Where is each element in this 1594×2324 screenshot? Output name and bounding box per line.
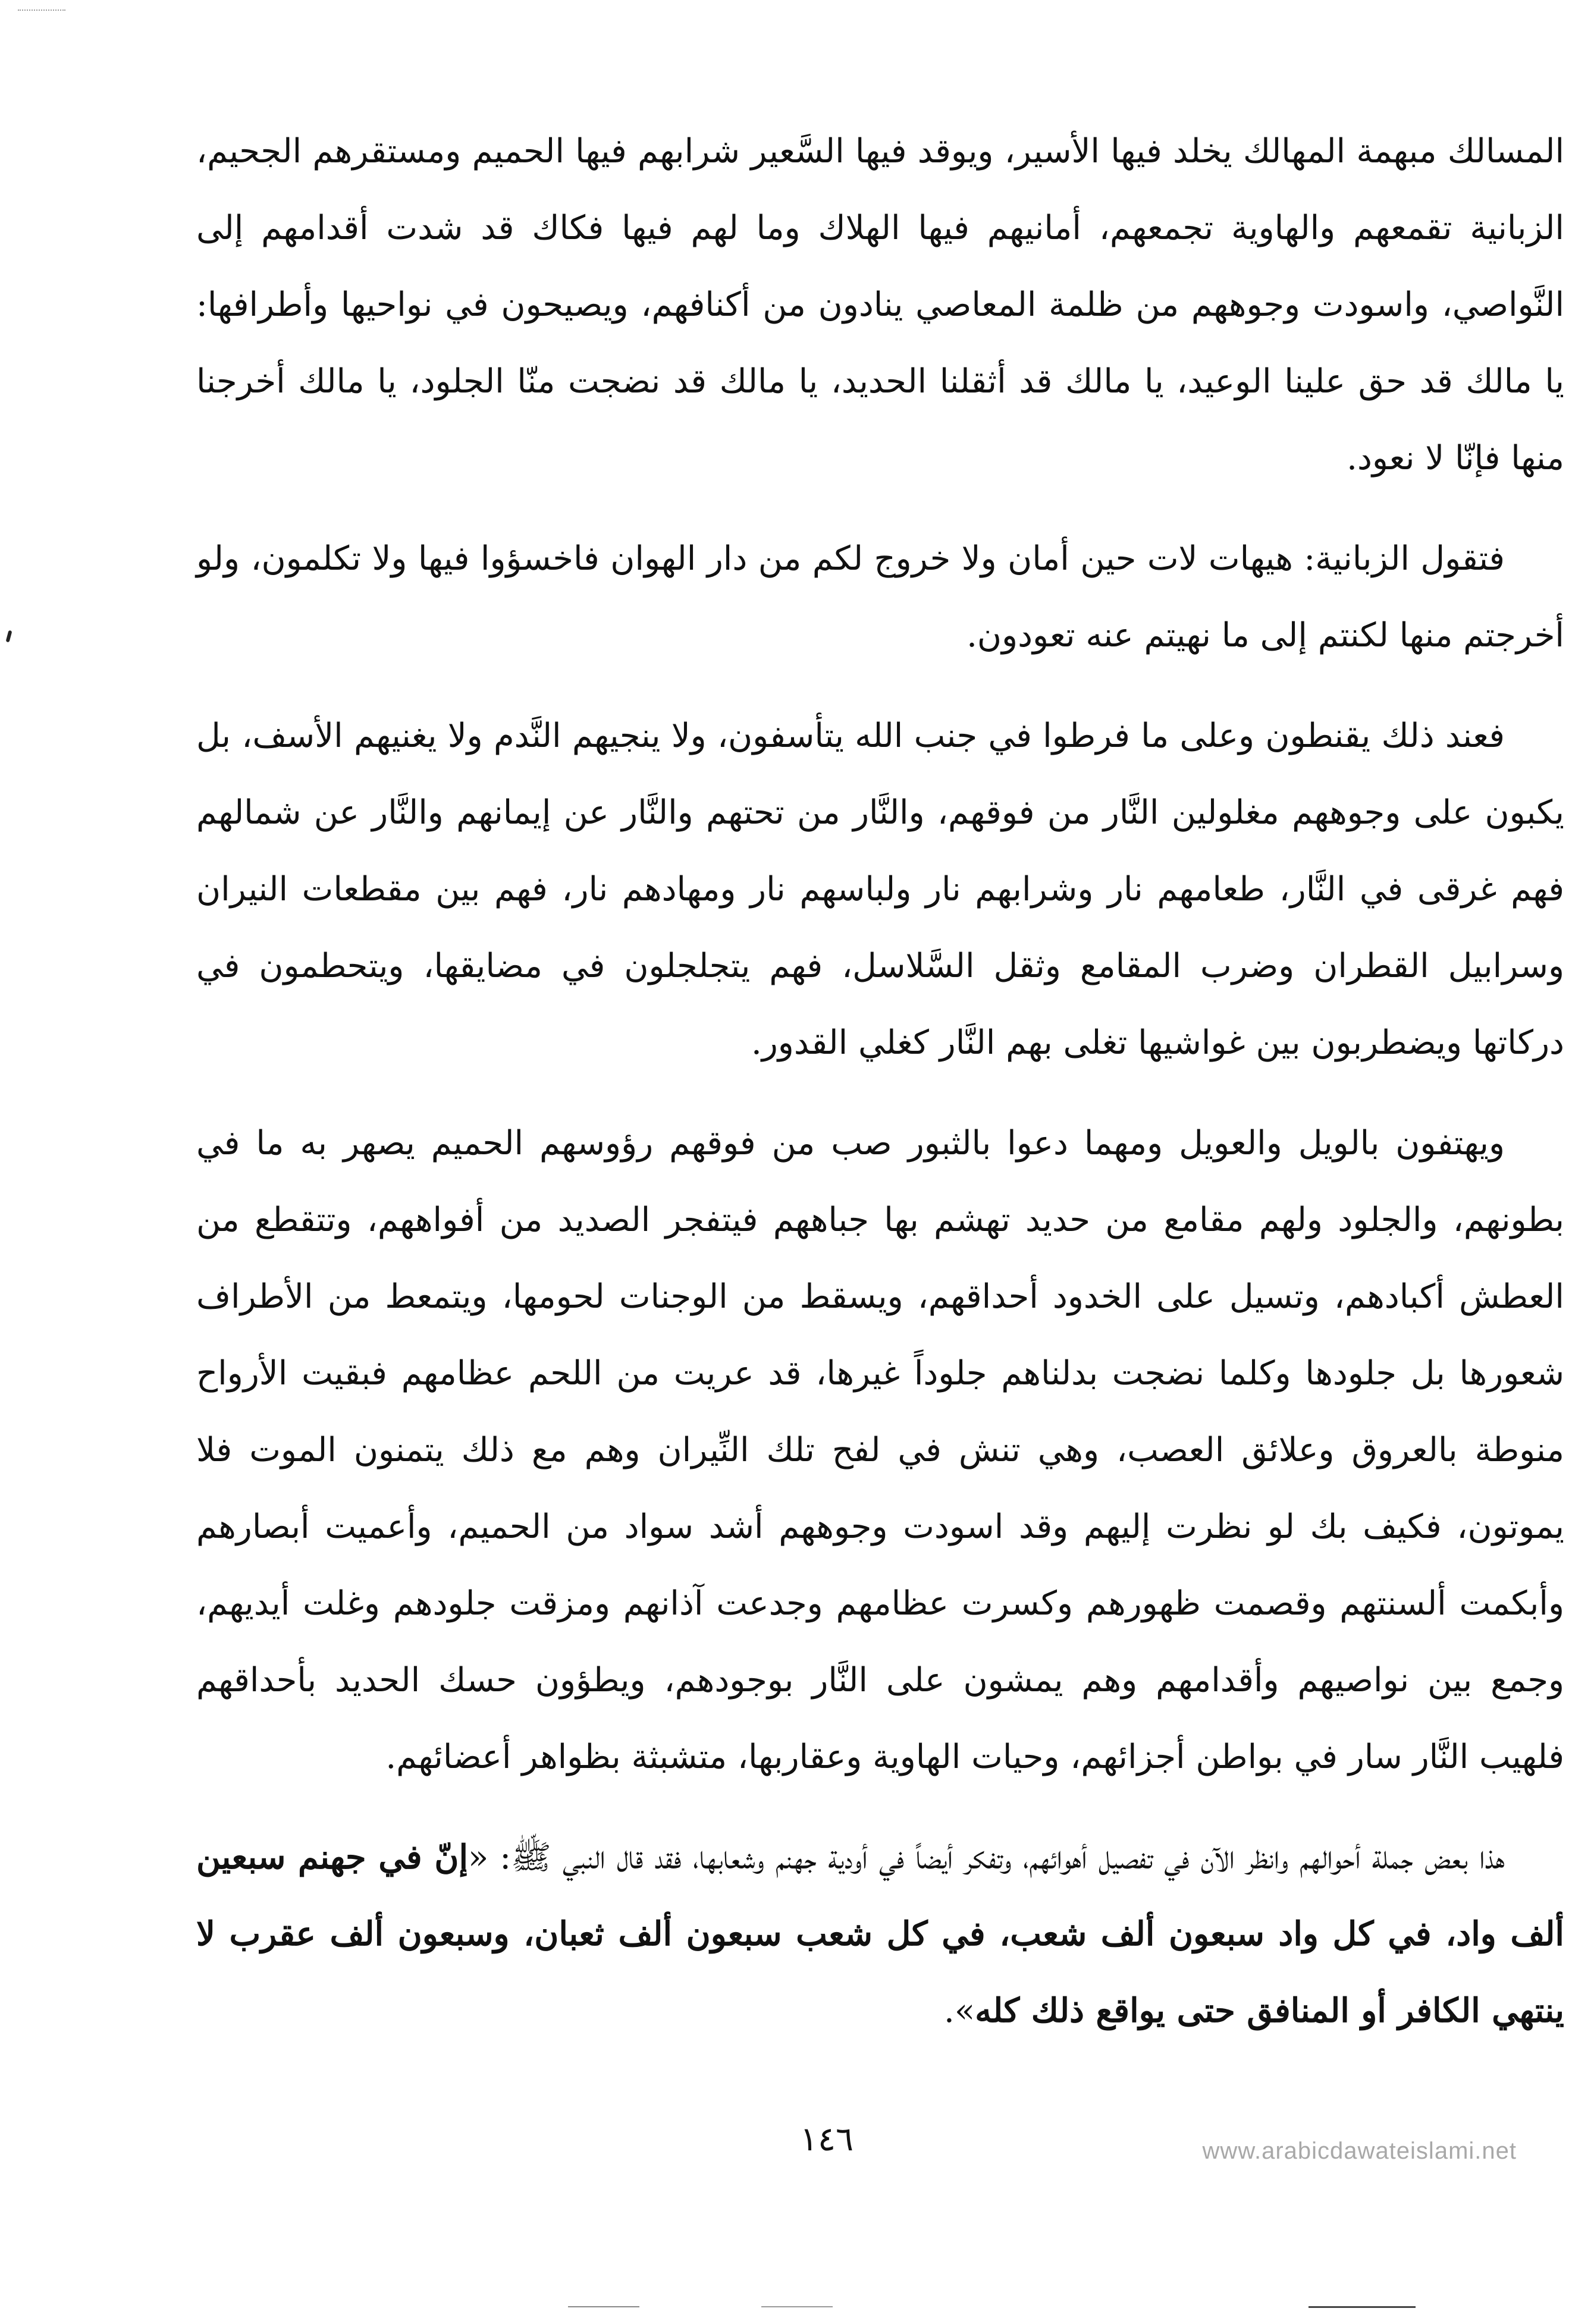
- scan-corner-mark: [18, 1, 65, 11]
- paragraph-5-end: ».: [944, 1992, 975, 2030]
- margin-mark: [6, 630, 12, 643]
- hadith-quote: إنّ في جهنم سبعين ألف واد، في كل واد سبعون ألف شعب، في كل شعب سبعون ألف ثعبان، وسبعون ألف عقرب لا ينتهي الكافر أو المنافق حتى يواقع ذلك كله: [196, 1838, 1564, 2030]
- paragraph-3: فعند ذلك يقنطون وعلى ما فرطوا في جنب الله يتأسفون، ولا ينجيهم النَّدم ولا يغنيهم الأسف، بل يكبون على وجوههم مغلولين النَّار من فوقهم، والنَّار من تحتهم والنَّار عن إيمانهم والنَّار عن شمالهم فهم غرقى في النَّار، طعامهم نار وشرابهم نار ولباسهم نار ومهادهم نار، فهم بين مقطعات النيران وسرابيل القطران وضرب المقامع وثقل السَّلاسل، فهم يتجلجلون في مضايقها، ويتحطمون في دركاتها ويضطربون بين غواشيها تغلى بهم النَّار كغلي القدور.: [196, 717, 1564, 1062]
- website-watermark: www.arabicdawateislami.net: [1202, 2138, 1517, 2164]
- bottom-scan-line: [1309, 2306, 1416, 2308]
- paragraph-2: فتقول الزبانية: هيهات لات حين أمان ولا خروج لكم من دار الهوان فاخسؤوا فيها ولا تكلمون، ولو أخرجتم منها لكنتم إلى ما نهيتم عنه تعودون.: [196, 539, 1564, 655]
- paragraph-5: [196, 1819, 1564, 2049]
- paragraph-5-intro: هذا بعض جملة أحوالهم وانظر الآن في تفصيل أهوائهم، وتفكر أيضاً في أودية جهنم وشعابها، فقد قال النبي ﷺ: «: [468, 1838, 1505, 1877]
- bottom-scan-line: [761, 2306, 833, 2307]
- bottom-scan-line: [568, 2306, 639, 2307]
- page-number: ١٤٦: [799, 2120, 854, 2159]
- body-text: [196, 113, 1564, 2073]
- paragraph-1: المسالك مبهمة المهالك يخلد فيها الأسير، ويوقد فيها السَّعير شرابهم فيها الحميم ومستقرهم الجحيم، الزبانية تقمعهم والهاوية تجمعهم، أمانيهم فيها الهلاك وما لهم فيها فكاك قد شدت أقدامهم إلى النَّواصي، واسودت وجوههم من ظلمة المعاصي ينادون من أكنافهم، ويصيحون في نواحيها وأطرافها: يا مالك قد حق علينا الوعيد، يا مالك قد أثقلنا الحديد، يا مالك قد نضجت منّا الجلود، يا مالك أخرجنا منها فإنّا لا نعود.: [196, 132, 1564, 478]
- paragraph-4: ويهتفون بالويل والعويل ومهما دعوا بالثبور صب من فوقهم رؤوسهم الحميم يصهر به ما في بطونهم، والجلود ولهم مقامع من حديد تهشم بها جباههم فيتفجر الصديد من أفواههم، وتتقطع من العطش أكبادهم، وتسيل على الخدود أحداقهم، ويسقط من الوجنات لحومها، ويتمعط من الأطراف شعورها بل جلودها وكلما نضجت بدلناهم جلوداً غيرها، قد عريت من اللحم عظامهم فبقيت الأرواح منوطة بالعروق وعلائق العصب، وهي تنش في لفح تلك النِّيران وهم مع ذلك يتمنون الموت فلا يموتون، فكيف بك لو نظرت إليهم وقد اسودت وجوههم أشد سواد من الحميم، وأعميت أبصارهم وأبكمت ألسنتهم وقصمت ظهورهم وكسرت عظامهم وجدعت آذانهم ومزقت جلودهم وغلت أيديهم، وجمع بين نواصيهم وأقدامهم وهم يمشون على النَّار بوجودهم، ويطؤون حسك الحديد بأحداقهم فلهيب النَّار سار في بواطن أجزائهم، وحيات الهاوية وعقاربها، متشبثة بظواهر أعضائهم.: [196, 1124, 1564, 1776]
